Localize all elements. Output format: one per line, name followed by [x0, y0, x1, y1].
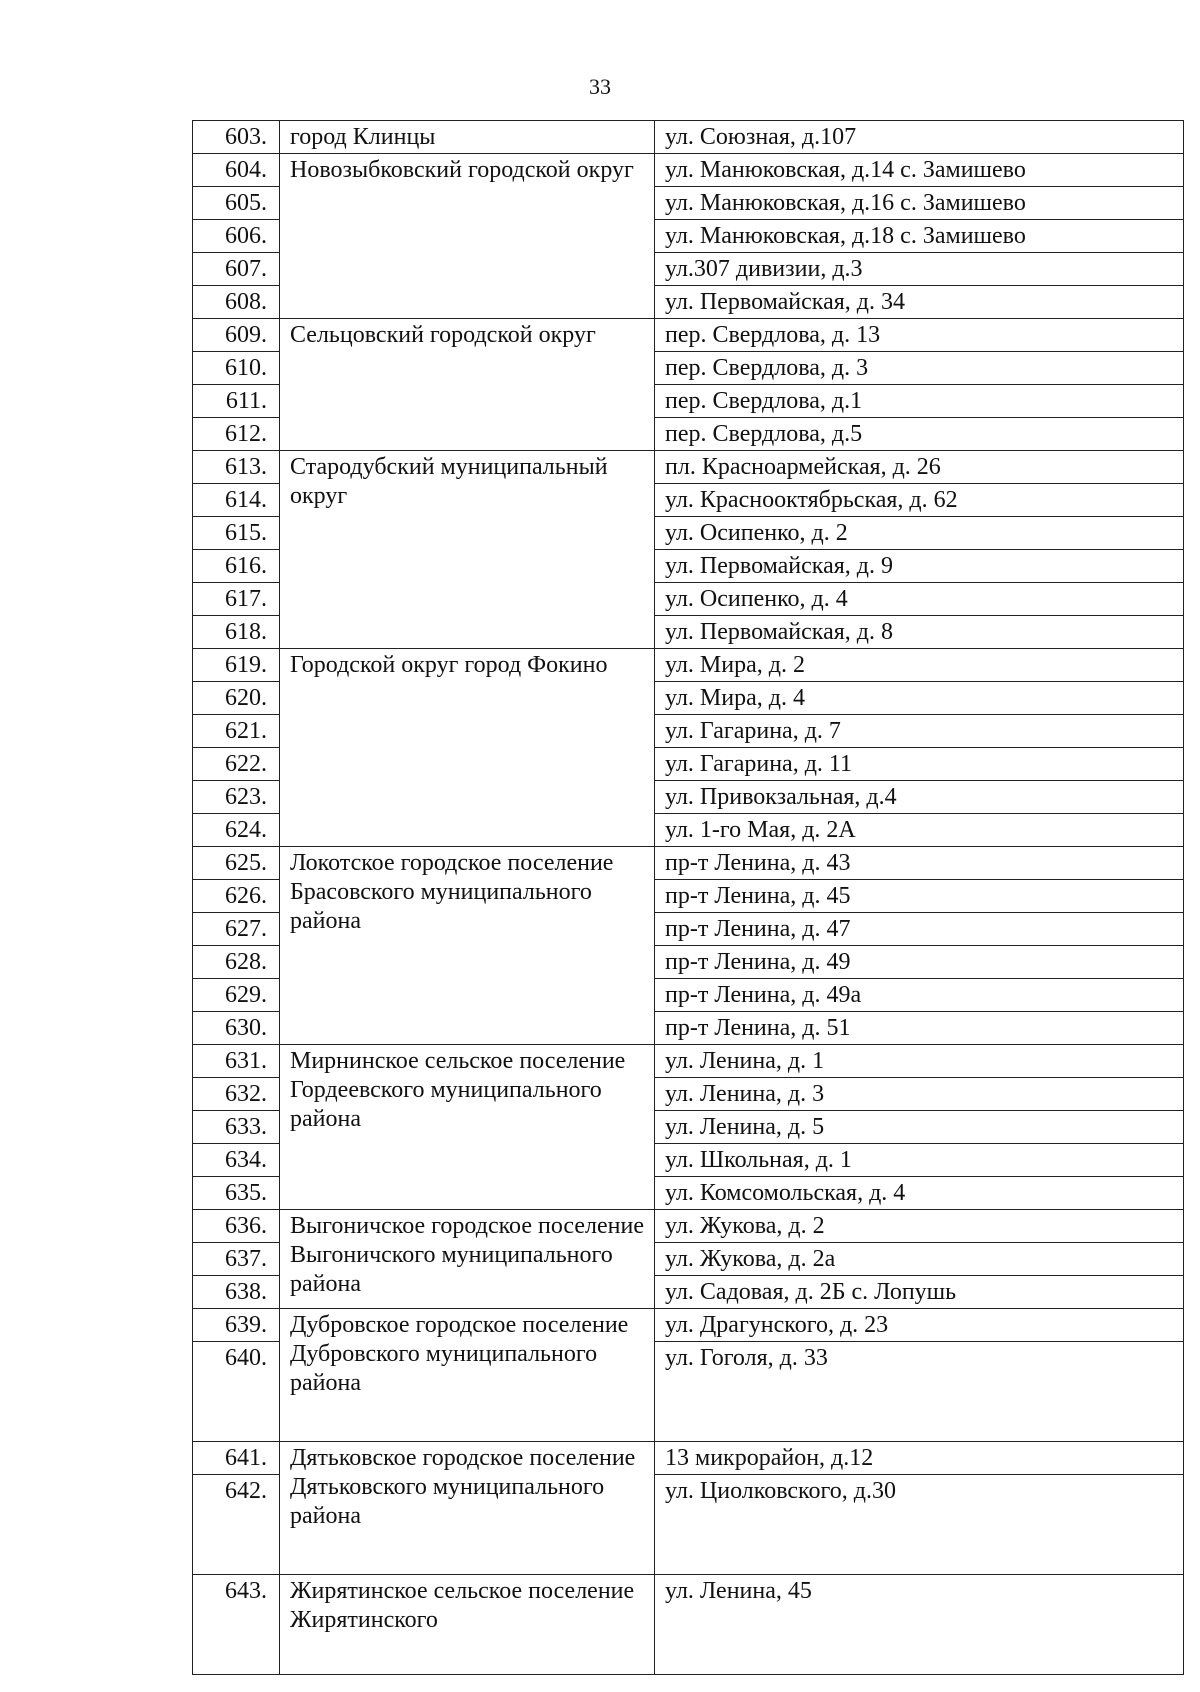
row-number: 615.: [193, 517, 280, 550]
address-cell: ул. Гоголя, д. 33: [655, 1342, 1184, 1442]
row-number: 641.: [193, 1442, 280, 1475]
address-cell: пл. Красноармейская, д. 26: [655, 451, 1184, 484]
table-row: [193, 154, 1184, 187]
row-number: 627.: [193, 913, 280, 946]
table-row: [193, 1309, 1184, 1342]
page-number: 33: [589, 74, 611, 99]
row-number: 609.: [193, 319, 280, 352]
municipality-cell: Жирятинское сельское поселение Жирятинского: [280, 1575, 655, 1675]
row-number: 613.: [193, 451, 280, 484]
address-cell: пер. Свердлова, д. 13: [655, 319, 1184, 352]
address-cell: ул. Садовая, д. 2Б с. Лопушь: [655, 1276, 1184, 1309]
row-number: 635.: [193, 1177, 280, 1210]
address-cell: пер. Свердлова, д.5: [655, 418, 1184, 451]
row-number: 610.: [193, 352, 280, 385]
row-number: 643.: [193, 1575, 280, 1675]
municipality-cell: Городской округ город Фокино: [280, 649, 655, 847]
address-cell: ул. Осипенко, д. 4: [655, 583, 1184, 616]
address-cell: ул. Первомайская, д. 9: [655, 550, 1184, 583]
row-number: 628.: [193, 946, 280, 979]
row-number: 617.: [193, 583, 280, 616]
address-cell: ул. Привокзальная, д.4: [655, 781, 1184, 814]
address-cell: ул. Ленина, 45: [655, 1575, 1184, 1675]
row-number: 629.: [193, 979, 280, 1012]
address-cell: ул. Осипенко, д. 2: [655, 517, 1184, 550]
address-cell: пр-т Ленина, д. 49а: [655, 979, 1184, 1012]
row-number: 630.: [193, 1012, 280, 1045]
municipality-cell: город Клинцы: [280, 121, 655, 154]
address-cell: ул. Манюковская, д.18 с. Замишево: [655, 220, 1184, 253]
row-number: 611.: [193, 385, 280, 418]
address-cell: ул.307 дивизии, д.3: [655, 253, 1184, 286]
table-row: [193, 319, 1184, 352]
table-row: [193, 1045, 1184, 1078]
polling-stations-table: [192, 120, 1184, 1675]
row-number: 620.: [193, 682, 280, 715]
row-number: 637.: [193, 1243, 280, 1276]
address-cell: пер. Свердлова, д.1: [655, 385, 1184, 418]
row-number: 614.: [193, 484, 280, 517]
row-number: 624.: [193, 814, 280, 847]
address-cell: ул. Циолковского, д.30: [655, 1475, 1184, 1575]
row-number: 642.: [193, 1475, 280, 1575]
address-cell: пр-т Ленина, д. 47: [655, 913, 1184, 946]
address-cell: ул. Гагарина, д. 11: [655, 748, 1184, 781]
row-number: 631.: [193, 1045, 280, 1078]
row-number: 606.: [193, 220, 280, 253]
address-cell: ул. Школьная, д. 1: [655, 1144, 1184, 1177]
address-cell: ул. Первомайская, д. 8: [655, 616, 1184, 649]
row-number: 612.: [193, 418, 280, 451]
table-row: [193, 451, 1184, 484]
address-cell: 13 микрорайон, д.12: [655, 1442, 1184, 1475]
address-cell: ул. Манюковская, д.14 с. Замишево: [655, 154, 1184, 187]
address-cell: ул. 1-го Мая, д. 2А: [655, 814, 1184, 847]
municipality-cell: Выгоничское городское поселение Выгоничского муниципального района: [280, 1210, 655, 1309]
row-number: 636.: [193, 1210, 280, 1243]
table-body: [193, 121, 1184, 1675]
row-number: 640.: [193, 1342, 280, 1442]
row-number: 622.: [193, 748, 280, 781]
address-cell: пр-т Ленина, д. 51: [655, 1012, 1184, 1045]
row-number: 616.: [193, 550, 280, 583]
municipality-cell: Сельцовский городской округ: [280, 319, 655, 451]
row-number: 621.: [193, 715, 280, 748]
row-number: 603.: [193, 121, 280, 154]
row-number: 604.: [193, 154, 280, 187]
address-cell: ул. Ленина, д. 5: [655, 1111, 1184, 1144]
municipality-cell: Новозыбковский городской округ: [280, 154, 655, 319]
row-number: 625.: [193, 847, 280, 880]
address-cell: ул. Жукова, д. 2: [655, 1210, 1184, 1243]
municipality-cell: Мирнинское сельское поселение Гордеевского муниципального района: [280, 1045, 655, 1210]
row-number: 633.: [193, 1111, 280, 1144]
address-cell: ул. Первомайская, д. 34: [655, 286, 1184, 319]
row-number: 632.: [193, 1078, 280, 1111]
address-cell: ул. Краснооктябрьская, д. 62: [655, 484, 1184, 517]
address-cell: ул. Ленина, д. 3: [655, 1078, 1184, 1111]
row-number: 638.: [193, 1276, 280, 1309]
address-cell: ул. Союзная, д.107: [655, 121, 1184, 154]
table-row: [193, 121, 1184, 154]
address-cell: ул. Мира, д. 4: [655, 682, 1184, 715]
address-cell: ул. Жукова, д. 2а: [655, 1243, 1184, 1276]
address-cell: пр-т Ленина, д. 45: [655, 880, 1184, 913]
table-row: [193, 1442, 1184, 1475]
municipality-cell: Дубровское городское поселение Дубровского муниципального района: [280, 1309, 655, 1442]
address-cell: пр-т Ленина, д. 49: [655, 946, 1184, 979]
row-number: 639.: [193, 1309, 280, 1342]
address-cell: пер. Свердлова, д. 3: [655, 352, 1184, 385]
row-number: 607.: [193, 253, 280, 286]
municipality-cell: Локотское городское поселение Брасовского муниципального района: [280, 847, 655, 1045]
row-number: 619.: [193, 649, 280, 682]
municipality-cell: Стародубский муниципальный округ: [280, 451, 655, 649]
row-number: 605.: [193, 187, 280, 220]
address-cell: ул. Драгунского, д. 23: [655, 1309, 1184, 1342]
row-number: 608.: [193, 286, 280, 319]
address-cell: ул. Ленина, д. 1: [655, 1045, 1184, 1078]
row-number: 626.: [193, 880, 280, 913]
row-number: 634.: [193, 1144, 280, 1177]
table-row: [193, 1210, 1184, 1243]
address-cell: пр-т Ленина, д. 43: [655, 847, 1184, 880]
address-cell: ул. Комсомольская, д. 4: [655, 1177, 1184, 1210]
address-cell: ул. Мира, д. 2: [655, 649, 1184, 682]
municipality-cell: Дятьковское городское поселение Дятьковского муниципального района: [280, 1442, 655, 1575]
table-row: [193, 1575, 1184, 1675]
table-row: [193, 649, 1184, 682]
address-cell: ул. Манюковская, д.16 с. Замишево: [655, 187, 1184, 220]
table-row: [193, 847, 1184, 880]
row-number: 623.: [193, 781, 280, 814]
address-cell: ул. Гагарина, д. 7: [655, 715, 1184, 748]
row-number: 618.: [193, 616, 280, 649]
